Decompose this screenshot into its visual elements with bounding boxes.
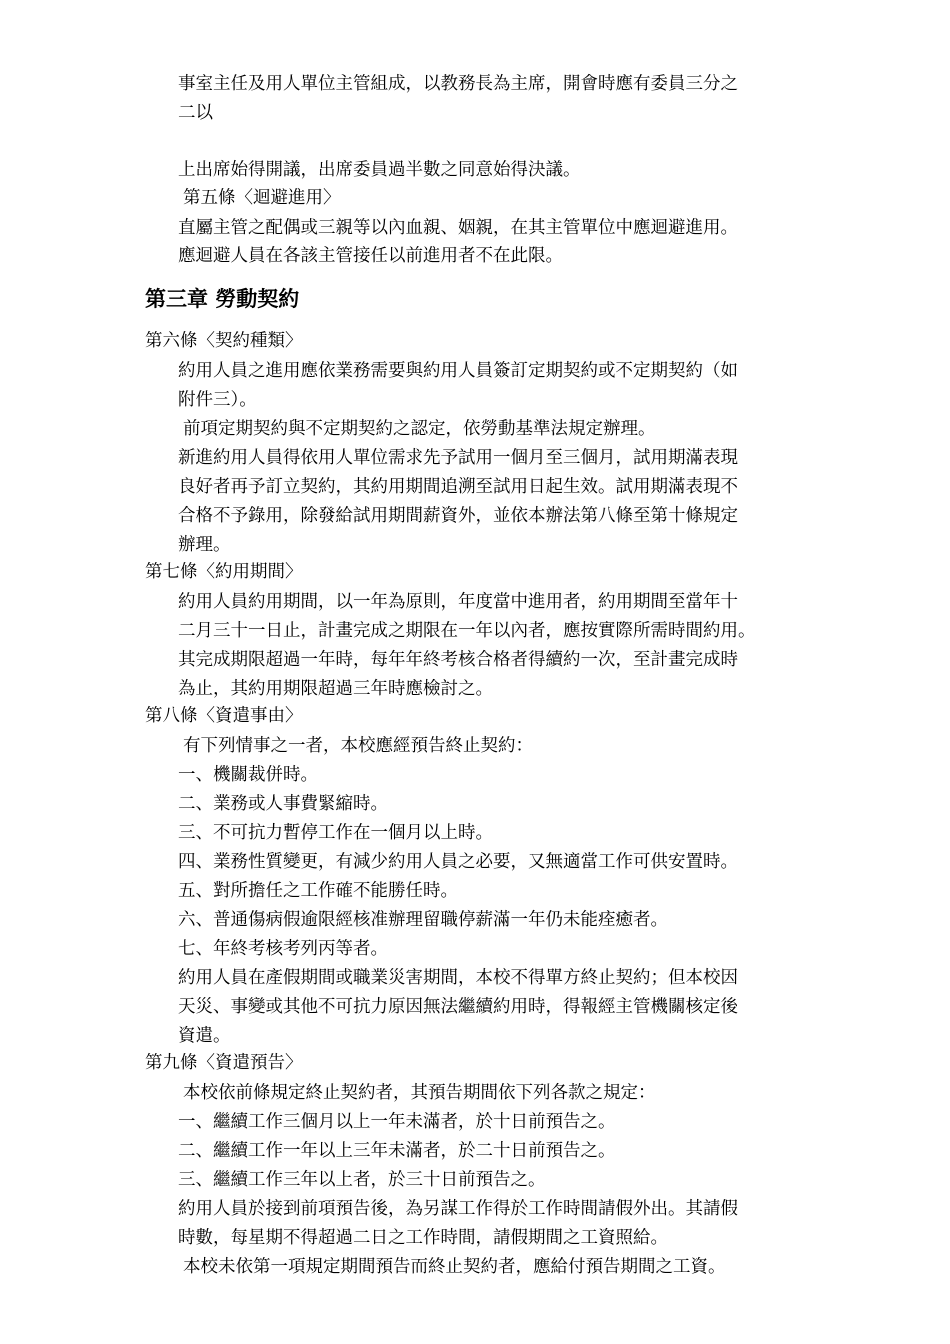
article-8-line-3: 二、業務或人事費緊縮時。: [178, 794, 388, 814]
article-9-line-4: 三、繼續工作三年以上者，於三十日前預告之。: [178, 1170, 546, 1190]
article-6-line-7: 辦理。: [178, 535, 231, 555]
article-9-line-3: 二、繼續工作一年以上三年未滿者，於二十日前預告之。: [178, 1141, 616, 1161]
article-7-line-3: 其完成期限超過一年時，每年年終考核合格者得續約一次，至計畫完成時: [178, 650, 738, 670]
article-9-line-5: 約用人員於接到前項預告後，為另謀工作得於工作時間請假外出。其請假: [178, 1199, 738, 1219]
article-9-line-6: 時數，每星期不得超過二日之工作時間，請假期間之工資照給。: [178, 1228, 668, 1248]
article-6-line-1: 約用人員之進用應依業務需要與約用人員簽訂定期契約或不定期契約（如: [178, 361, 738, 381]
article-9-line-2: 一、繼續工作三個月以上一年未滿者，於十日前預告之。: [178, 1112, 616, 1132]
article-5-heading: 第五條〈迴避進用〉: [183, 188, 341, 208]
article-7-line-1: 約用人員約用期間，以一年為原則，年度當中進用者，約用期間至當年十: [178, 592, 738, 612]
article-8-heading: 第八條〈資遣事由〉: [145, 706, 303, 726]
article-5-line-1: 直屬主管之配偶或三親等以內血親、姻親，在其主管單位中應迴避進用。: [178, 218, 738, 238]
article-6-heading: 第六條〈契約種類〉: [145, 331, 303, 351]
intro-line-2: 二以: [178, 103, 213, 123]
article-8-line-6: 五、對所擔任之工作確不能勝任時。: [178, 881, 458, 901]
article-8-line-5: 四、業務性質變更，有減少約用人員之必要，又無適當工作可供安置時。: [178, 852, 738, 872]
article-9-line-1: 本校依前條規定終止契約者，其預告期間依下列各款之規定：: [183, 1083, 656, 1103]
article-6-line-6: 合格不予錄用，除發給試用期間薪資外，並依本辦法第八條至第十條規定: [178, 506, 738, 526]
intro-line-3: 上出席始得開議，出席委員過半數之同意始得決議。: [178, 160, 581, 180]
article-7-line-4: 為止，其約用期限超過三年時應檢討之。: [178, 679, 493, 699]
article-5-line-2: 應迴避人員在各該主管接任以前進用者不在此限。: [178, 246, 563, 266]
article-6-line-3: 前項定期契約與不定期契約之認定，依勞動基準法規定辦理。: [183, 419, 656, 439]
article-9-heading: 第九條〈資遣預告〉: [145, 1053, 303, 1073]
article-8-line-11: 資遣。: [178, 1026, 231, 1046]
chapter-3-title: 第三章 勞動契約: [145, 287, 300, 311]
article-6-line-4: 新進約用人員得依用人單位需求先予試用一個月至三個月，試用期滿表現: [178, 448, 738, 468]
article-8-line-2: 一、機關裁併時。: [178, 765, 318, 785]
intro-line-1: 事室主任及用人單位主管組成，以教務長為主席，開會時應有委員三分之: [178, 74, 738, 94]
article-9-line-7: 本校未依第一項規定期間預告而終止契約者，應給付預告期間之工資。: [183, 1257, 726, 1277]
article-6-line-5: 良好者再予訂立契約，其約用期間追溯至試用日起生效。試用期滿表現不: [178, 477, 738, 497]
article-6-line-2: 附件三）。: [178, 390, 257, 410]
article-8-line-9: 約用人員在產假期間或職業災害期間，本校不得單方終止契約；但本校因: [178, 968, 738, 988]
article-8-line-7: 六、普通傷病假逾限經核准辦理留職停薪滿一年仍未能痊癒者。: [178, 910, 668, 930]
article-8-line-1: 有下列情事之一者，本校應經預告終止契約：: [183, 736, 533, 756]
article-8-line-4: 三、不可抗力暫停工作在一個月以上時。: [178, 823, 493, 843]
article-8-line-8: 七、年終考核考列丙等者。: [178, 939, 388, 959]
article-7-line-2: 二月三十一日止，計畫完成之期限在一年以內者，應按實際所需時間約用。: [178, 621, 756, 641]
article-7-heading: 第七條〈約用期間〉: [145, 562, 303, 582]
article-8-line-10: 天災、事變或其他不可抗力原因無法繼續約用時，得報經主管機關核定後: [178, 997, 738, 1017]
